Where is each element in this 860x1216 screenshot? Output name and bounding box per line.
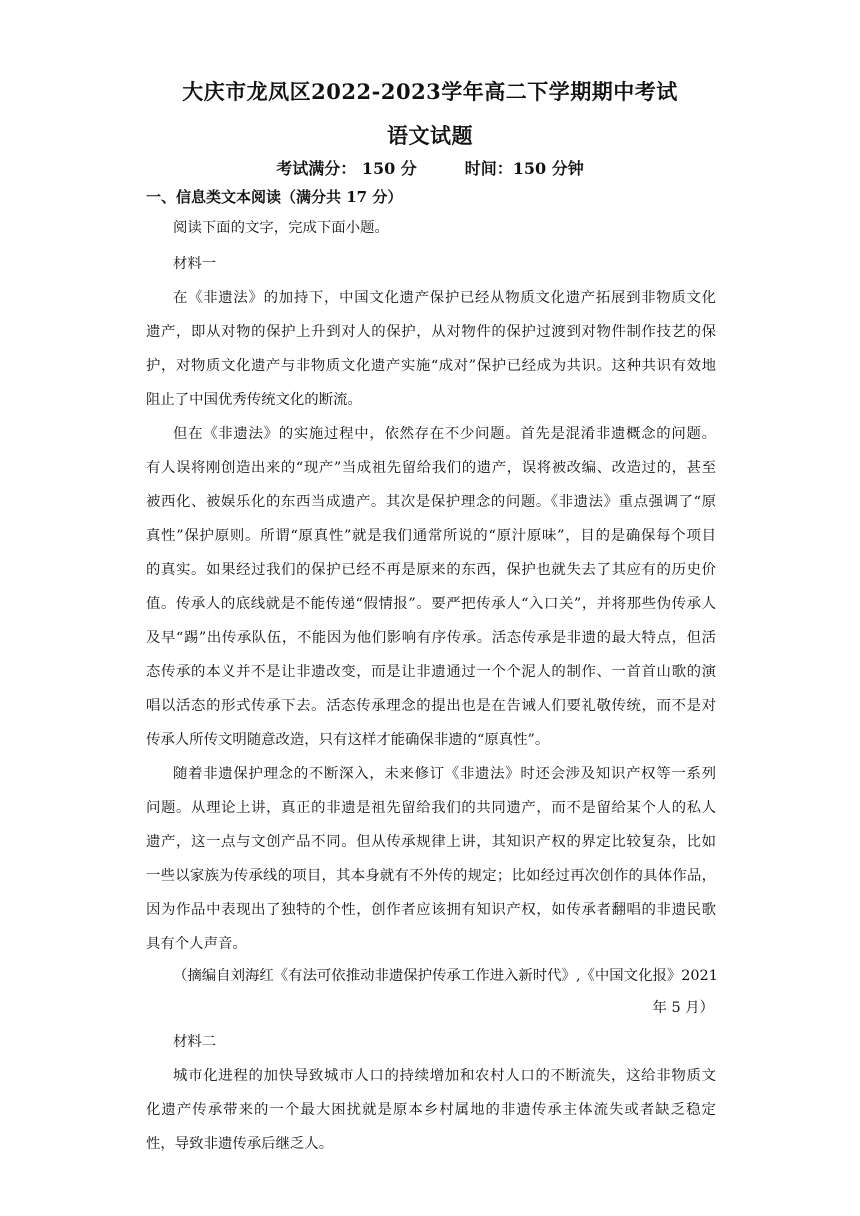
paragraph-line: 有人误将刚创造出来的“现产”当成祖先留给我们的遗产，误将被改编、改造过的，甚至 xyxy=(146,460,716,476)
exam-meta xyxy=(0,156,860,179)
paragraph-line: 城市化进程的加快导致城市人口的持续增加和农村人口的不断流失，这给非物质文 xyxy=(173,1068,716,1084)
paragraph-line: 一些以家族为传承线的项目，其本身就有不外传的规定；比如经过再次创作的具体作品， xyxy=(146,868,716,884)
paragraph-line: 性，导致非遗传承后继乏人。 xyxy=(146,1136,334,1152)
paragraph-line: 传承人所传文明随意改造，只有这样才能确保非遗的“原真性”。 xyxy=(146,732,550,748)
source-citation-end: 年 5 月） xyxy=(652,1000,714,1016)
paragraph-line: 态传承的本义并不是让非遗改变，而是让非遗通过一个个泥人的制作、一首首山歌的演 xyxy=(146,664,716,680)
paragraph-line: 被西化、被娱乐化的东西当成遗产。其次是保护理念的问题。《非遗法》重点强调了“原 xyxy=(146,494,716,510)
paragraph-line: 在《非遗法》的加持下，中国文化遗产保护已经从物质文化遗产拓展到非物质文化 xyxy=(173,290,716,306)
paragraph-line: 及早“踢”出传承队伍，不能因为他们影响有序传承。活态传承是非遗的最大特点，但活 xyxy=(146,630,716,646)
paragraph-line: 随着非遗保护理念的不断深入，未来修订《非遗法》时还会涉及知识产权等一系列 xyxy=(173,766,716,782)
paragraph-line: 遗产，这一点与文创产品不同。但从传承规律上讲，其知识产权的界定比较复杂，比如 xyxy=(146,834,716,850)
paragraph-line: 护，对物质文化遗产与非物质文化遗产实施“成对”保护已经成为共识。这种共识有效地 xyxy=(146,358,716,374)
paragraph-line: 真性”保护原则。所谓“原真性”就是我们通常所说的“原汁原味”，目的是确保每个项目 xyxy=(146,528,716,544)
material1-label: 材料一 xyxy=(173,256,217,272)
full-score: 考试满分： 150 分 xyxy=(276,159,417,178)
exam-title: 大庆市龙凤区2022-2023学年高二下学期期中考试 xyxy=(182,79,678,104)
paragraph-line: 值。传承人的底线就是不能传递“假情报”。要严把传承人“入口关”，并将那些伪传承人 xyxy=(146,596,716,612)
paragraph-line: 遗产，即从对物的保护上升到对人的保护，从对物件的保护过渡到对物件制作技艺的保 xyxy=(146,324,716,340)
paragraph-line: 问题。从理论上讲，真正的非遗是祖先留给我们的共同遗产，而不是留给某个人的私人 xyxy=(146,800,716,816)
paragraph-line: 阻止了中国优秀传统文化的断流。 xyxy=(146,392,362,408)
source-citation: （摘编自刘海红《有法可依推动非遗保护传承工作进入新时代》,《中国文化报》2021 xyxy=(173,968,718,984)
paragraph-line: 具有个人声音。 xyxy=(146,936,247,952)
paragraph-line: 的真实。如果经过我们的保护已经不再是原来的东西，保护也就失去了其应有的历史价 xyxy=(146,562,716,578)
paragraph-line: 因为作品中表现出了独特的个性，创作者应该拥有知识产权，如传承者翻唱的非遗民歌 xyxy=(146,902,716,918)
material2-label: 材料二 xyxy=(173,1034,217,1050)
exam-time: 时间：150 分钟 xyxy=(464,159,584,178)
instruction-text: 阅读下面的文字，完成下面小题。 xyxy=(173,220,389,236)
exam-subject-title: 语文试题 xyxy=(387,123,473,148)
paragraph-line: 唱以活态的形式传承下去。活态传承理念的提出也是在告诫人们要礼敬传统，而不是对 xyxy=(146,698,716,714)
paragraph-line: 但在《非遗法》的实施过程中，依然存在不少问题。首先是混淆非遗概念的问题。 xyxy=(173,426,716,442)
section-heading: 一、信息类文本阅读（满分共 17 分） xyxy=(146,188,403,206)
paragraph-line: 化遗产传承带来的一个最大困扰就是原本乡村属地的非遗传承主体流失或者缺乏稳定 xyxy=(146,1102,716,1118)
